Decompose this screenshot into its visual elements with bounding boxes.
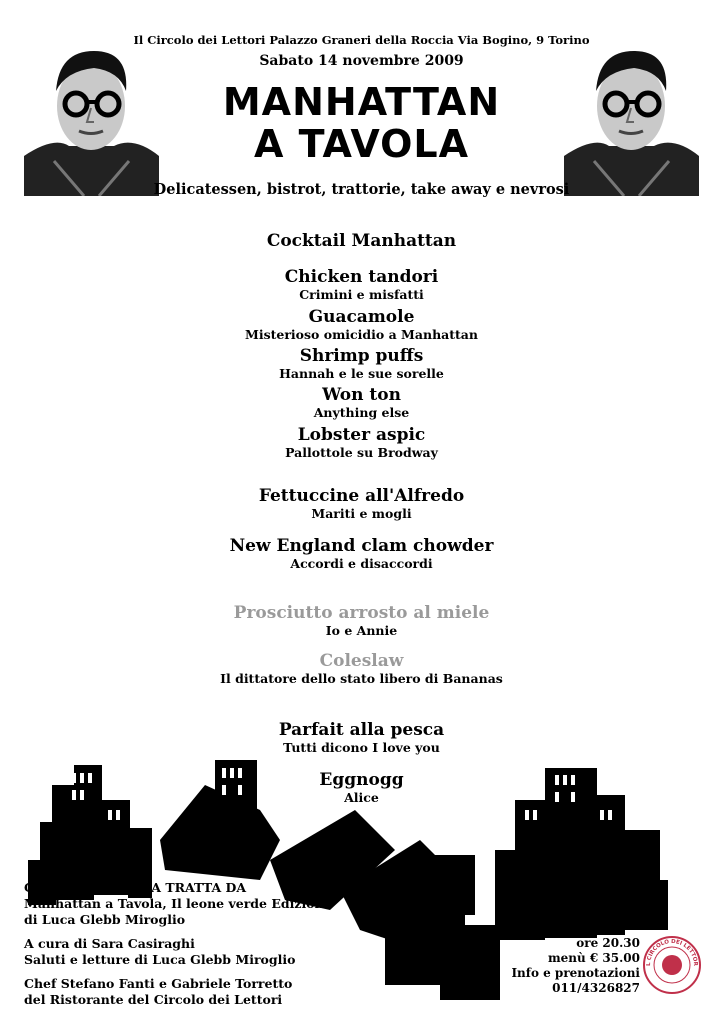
logo-text: L CIRCOLO DEI LETTOR — [645, 938, 699, 967]
menu-item — [0, 770, 723, 805]
menu-item — [0, 651, 723, 686]
dish-name: Prosciutto arrosto al miele — [233, 603, 490, 623]
circolo-logo-seal — [642, 935, 702, 995]
dish-name: Chicken tandori — [284, 267, 439, 287]
venue-address: Il Circolo dei Lettori Palazzo Graneri della Roccia Via Bogino, 9 Torino — [133, 33, 590, 47]
event-time: ore 20.30 — [576, 936, 640, 950]
dish-story: Tutti dicono I love you — [283, 740, 440, 755]
dish-story: Mariti e mogli — [311, 506, 412, 521]
phone-number: 011/4326827 — [552, 981, 640, 995]
menu-item — [0, 536, 723, 571]
menu-item — [0, 267, 723, 302]
book-line1: Manhattan a Tavola, Il leone verde Edizioni — [24, 896, 329, 911]
event-date: Sabato 14 novembre 2009 — [259, 53, 464, 69]
menu-price: menù € 35.00 — [547, 951, 640, 965]
page-title-line2: A TAVOLA — [253, 122, 470, 166]
dish-name: Fettuccine all'Alfredo — [258, 486, 465, 506]
menu-item — [0, 231, 723, 251]
menu-item — [0, 425, 723, 460]
chefs-line1: Chef Stefano Fanti e Gabriele Torretto — [24, 976, 293, 991]
page-title-line1: MANHATTAN — [222, 80, 501, 124]
dish-story: Accordi e disaccordi — [290, 556, 433, 571]
dish-story: Misterioso omicidio a Manhattan — [245, 327, 478, 342]
curated-by: A cura di Sara Casiraghi — [24, 936, 195, 951]
page-subtitle: Delicatessen, bistrot, trattorie, take away e nevrosi — [153, 181, 570, 198]
booking-info — [510, 936, 640, 996]
greetings: Saluti e letture di Luca Glebb Miroglio — [24, 952, 296, 967]
dish-name: Cocktail Manhattan — [266, 231, 457, 251]
booking-label: Info e prenotazioni — [511, 966, 640, 980]
dish-name: Guacamole — [308, 307, 415, 327]
dish-story: Alice — [344, 790, 379, 805]
dish-name: New England clam chowder — [229, 536, 494, 556]
menu-item — [0, 720, 723, 755]
dish-name: Coleslaw — [319, 651, 404, 671]
credits-block — [24, 880, 328, 1008]
dish-story: Io e Annie — [325, 623, 398, 638]
menu-item — [0, 385, 723, 420]
menu-item — [0, 307, 723, 342]
dish-name: Shrimp puffs — [299, 346, 424, 366]
dish-name: Parfait alla pesca — [278, 720, 445, 740]
dish-story: Crimini e misfatti — [299, 287, 424, 302]
dish-story: Il dittatore dello stato libero di Bananas — [220, 671, 503, 686]
dish-story: Hannah e le sue sorelle — [279, 366, 444, 381]
menu-item — [0, 603, 723, 638]
book-line2: di Luca Glebb Miroglio — [24, 912, 186, 927]
dish-story: Pallottole su Brodway — [285, 445, 438, 460]
menu-item — [0, 486, 723, 521]
menu-item — [0, 346, 723, 381]
dish-name: Won ton — [322, 385, 401, 405]
chefs-line2: del Ristorante del Circolo dei Lettori — [24, 992, 283, 1007]
dish-name: Eggnogg — [319, 770, 404, 790]
dish-story: Anything else — [313, 405, 410, 420]
credits-heading: CENA LETTERARIA TRATTA DA — [24, 880, 247, 895]
dish-name: Lobster aspic — [297, 425, 426, 445]
